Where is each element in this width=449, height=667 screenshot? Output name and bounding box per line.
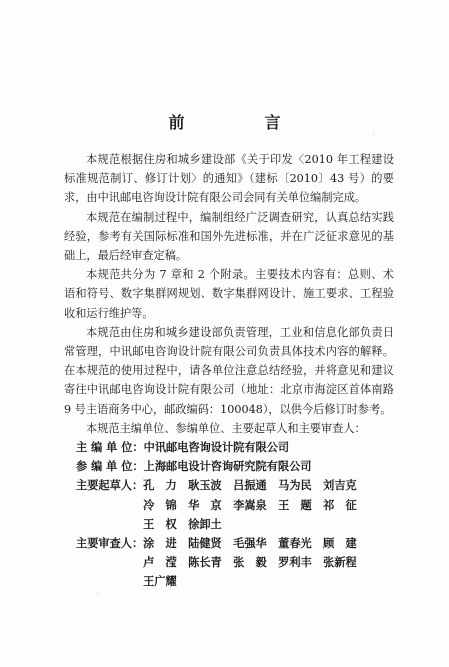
drafters-names xyxy=(143,476,368,534)
reviewers-label: 主要审查人： xyxy=(76,536,144,551)
reviewer-name: 陈长青 xyxy=(188,555,222,570)
drafter-name: 孔 力 xyxy=(143,478,177,493)
reviewer-name: 王广耀 xyxy=(143,574,177,589)
reviewer-name: 罗利丰 xyxy=(278,555,312,570)
drafter-name: 冷 锦 xyxy=(143,497,177,512)
paragraph-contents: 本规范共分为 7 章和 2 个附录。主要技术内容有：总则、术语和符号、数字集群网规划、数字集群网设计、施工要求、工程验收和运行维护等。 xyxy=(64,268,394,320)
reviewer-name: 顾 建 xyxy=(323,536,357,551)
paragraph-process: 本规范在编制过程中，编制组经广泛调查研究，认真总结实践经验，参考有关国际标准和国外先进标准，并在广泛征求意见的基础上，最后经审查定稿。 xyxy=(64,210,394,263)
reviewer-name: 卢 滢 xyxy=(143,555,177,570)
paragraph-roles-intro: 本规范主编单位、参编单位、主要起草人和主要审查人： xyxy=(86,421,366,435)
paragraph-basis: 本规范根据住房和城乡建设部《关于印发〈2010 年工程建设标准规范制订、修订计划〉的通知》（建标〔2010〕43 号）的要求，由中讯邮电咨询设计院有限公司会同有关单位编制完成。 xyxy=(64,153,394,205)
scan-speck: · xyxy=(372,130,375,140)
participating-unit-row xyxy=(64,457,394,476)
reviewer-name: 董春光 xyxy=(278,536,312,551)
roles-list xyxy=(64,438,394,592)
drafter-name: 王 题 xyxy=(278,497,312,512)
drafter-name: 吕振通 xyxy=(233,478,267,493)
reviewer-name: 涂 进 xyxy=(143,536,177,551)
participating-unit-label: 参 编 单 位： xyxy=(76,459,144,474)
drafter-name: 华 京 xyxy=(188,497,222,512)
drafter-name: 刘吉克 xyxy=(323,478,357,493)
drafter-name: 王 权 xyxy=(143,516,177,531)
reviewers-row xyxy=(64,534,394,592)
scan-speck: · xyxy=(96,590,99,600)
drafters-label: 主要起草人： xyxy=(76,478,144,493)
drafter-name: 祁 征 xyxy=(323,497,357,512)
drafter-name: 李嵩泉 xyxy=(233,497,267,512)
drafters-row xyxy=(64,476,394,534)
reviewers-names xyxy=(143,534,368,592)
reviewer-name: 张新程 xyxy=(323,555,357,570)
participating-unit-value: 上海邮电设计咨询研究院有限公司 xyxy=(143,459,312,474)
reviewer-name: 陆健贤 xyxy=(188,536,222,551)
preface-body xyxy=(64,150,394,592)
chief-unit-label: 主 编 单 位： xyxy=(76,440,144,455)
paragraph-management: 本规范由住房和城乡建设部负责管理，工业和信息化部负责日常管理，中讯邮电咨询设计院有限公司负责具体技术内容的解释。在本规范的使用过程中，请各单位注意总结经验，并将意见和建议寄往中讯邮电咨询设计院有限公司（地址：北京市海淀区首体南路 9 号主语商务中心，邮政编码：100048），以供今后修订时参考。 xyxy=(64,325,394,416)
drafter-name: 徐卸土 xyxy=(188,516,222,531)
drafter-name: 马为民 xyxy=(278,478,312,493)
chief-unit-value: 中讯邮电咨询设计院有限公司 xyxy=(143,440,290,455)
chief-unit-row xyxy=(64,438,394,457)
reviewer-name: 张 毅 xyxy=(233,555,267,570)
page-title: 前 言 xyxy=(168,113,313,132)
drafter-name: 耿玉波 xyxy=(188,478,222,493)
reviewer-name: 毛强华 xyxy=(233,536,267,551)
